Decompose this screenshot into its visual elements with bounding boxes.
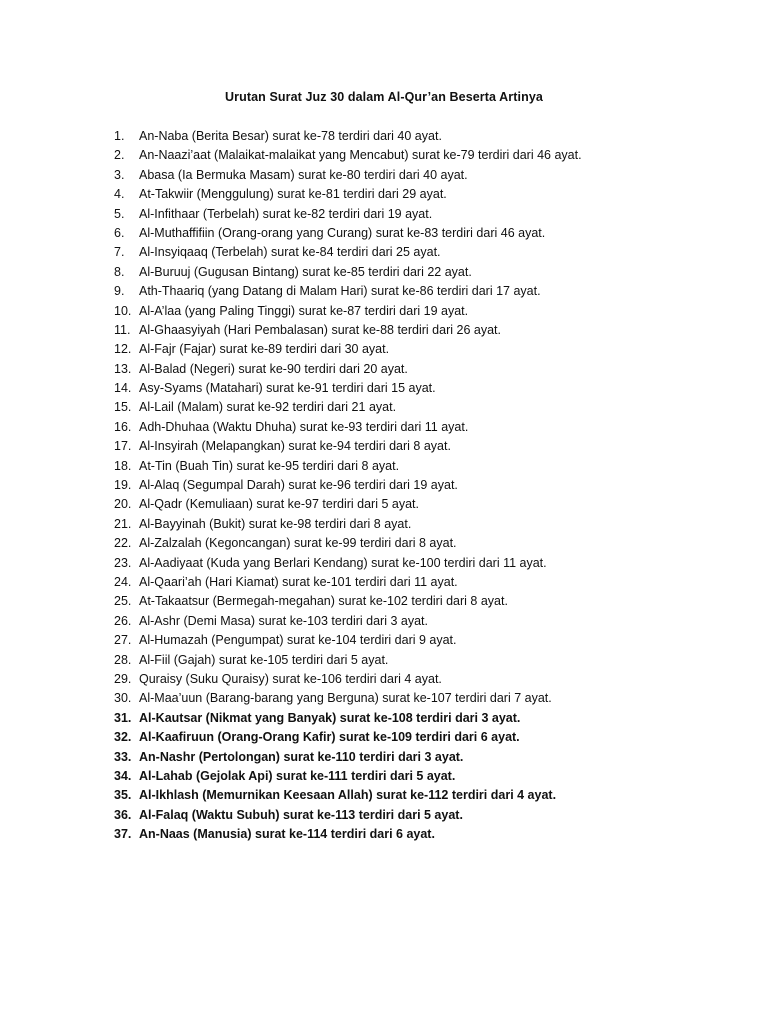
list-item-number: 22.: [114, 536, 132, 551]
list-item: [114, 127, 582, 146]
list-item: [114, 398, 582, 417]
list-item-number: 34.: [114, 768, 132, 783]
list-item-text: Al-Fajr (Fajar) surat ke-89 terdiri dari 30 ayat.: [139, 342, 390, 357]
list-item: [114, 166, 582, 185]
list-item: [114, 534, 582, 553]
list-item-text: Al-Qaari’ah (Hari Kiamat) surat ke-101 terdiri dari 11 ayat.: [139, 574, 458, 589]
list-item: [114, 185, 582, 204]
list-item: [114, 612, 582, 631]
list-item: [114, 418, 582, 437]
list-item-number: 14.: [114, 381, 132, 396]
list-item-text: Al-Kautsar (Nikmat yang Banyak) surat ke-108 terdiri dari 3 ayat.: [139, 710, 521, 725]
list-item-text: Al-Infithaar (Terbelah) surat ke-82 terdiri dari 19 ayat.: [139, 206, 433, 221]
list-item: [114, 360, 582, 379]
list-item: [114, 748, 582, 767]
list-item-text: Adh-Dhuhaa (Waktu Dhuha) surat ke-93 terdiri dari 11 ayat.: [139, 419, 469, 434]
list-item-text: At-Takaatsur (Bermegah-megahan) surat ke-102 terdiri dari 8 ayat.: [139, 594, 508, 609]
list-item: [114, 689, 582, 708]
surah-list: [114, 127, 582, 844]
list-item-number: 17.: [114, 439, 132, 454]
list-item: [114, 670, 582, 689]
list-item-text: Al-Aadiyaat (Kuda yang Berlari Kendang) surat ke-100 terdiri dari 11 ayat.: [139, 555, 547, 570]
list-item: [114, 263, 582, 282]
list-item-text: Al-Kaafiruun (Orang-Orang Kafir) surat ke-109 terdiri dari 6 ayat.: [139, 730, 520, 745]
list-item: [114, 340, 582, 359]
list-item-text: Al-Balad (Negeri) surat ke-90 terdiri dari 20 ayat.: [139, 361, 408, 376]
list-item-text: Al-Alaq (Segumpal Darah) surat ke-96 terdiri dari 19 ayat.: [139, 478, 458, 493]
list-item-number: 6.: [114, 225, 125, 240]
list-item: [114, 224, 582, 243]
document-title: Urutan Surat Juz 30 dalam Al-Qur’an Beserta Artinya: [225, 90, 543, 104]
list-item: [114, 806, 582, 825]
list-item: [114, 515, 582, 534]
list-item-text: An-Naazi’aat (Malaikat-malaikat yang Mencabut) surat ke-79 terdiri dari 46 ayat.: [139, 148, 582, 163]
list-item-number: 27.: [114, 633, 132, 648]
list-item-number: 4.: [114, 187, 125, 202]
list-item-text: An-Nashr (Pertolongan) surat ke-110 terdiri dari 3 ayat.: [139, 749, 464, 764]
list-item: [114, 825, 582, 844]
list-item-text: Al-Ashr (Demi Masa) surat ke-103 terdiri dari 3 ayat.: [139, 613, 428, 628]
list-item-text: Al-Insyirah (Melapangkan) surat ke-94 terdiri dari 8 ayat.: [139, 439, 451, 454]
list-item-number: 23.: [114, 555, 132, 570]
list-item: [114, 146, 582, 165]
list-item: [114, 282, 582, 301]
list-item-number: 24.: [114, 574, 132, 589]
list-item-number: 28.: [114, 652, 132, 667]
list-item: [114, 728, 582, 747]
list-item-text: Ath-Thaariq (yang Datang di Malam Hari) surat ke-86 terdiri dari 17 ayat.: [139, 284, 541, 299]
list-item-number: 20.: [114, 497, 132, 512]
list-item-text: Al-Insyiqaaq (Terbelah) surat ke-84 terdiri dari 25 ayat.: [139, 245, 441, 260]
list-item: [114, 631, 582, 650]
list-item-number: 16.: [114, 419, 132, 434]
list-item-number: 10.: [114, 303, 132, 318]
list-item-number: 32.: [114, 730, 132, 745]
list-item-text: At-Tin (Buah Tin) surat ke-95 terdiri dari 8 ayat.: [139, 458, 400, 473]
list-item-number: 3.: [114, 167, 125, 182]
list-item-number: 36.: [114, 807, 132, 822]
list-item-number: 31.: [114, 710, 132, 725]
list-item: [114, 767, 582, 786]
list-item-text: Al-Zalzalah (Kegoncangan) surat ke-99 terdiri dari 8 ayat.: [139, 536, 457, 551]
list-item-number: 33.: [114, 749, 132, 764]
list-item-text: An-Naba (Berita Besar) surat ke-78 terdiri dari 40 ayat.: [139, 129, 442, 143]
list-item-text: Asy-Syams (Matahari) surat ke-91 terdiri dari 15 ayat.: [139, 381, 436, 396]
list-item-text: Quraisy (Suku Quraisy) surat ke-106 terdiri dari 4 ayat.: [139, 671, 442, 686]
list-item-number: 18.: [114, 458, 132, 473]
list-item-text: Al-Bayyinah (Bukit) surat ke-98 terdiri dari 8 ayat.: [139, 516, 412, 531]
list-item: [114, 476, 582, 495]
list-item-number: 13.: [114, 361, 132, 376]
list-item-number: 5.: [114, 206, 125, 221]
list-item: [114, 592, 582, 611]
list-item-text: Al-Qadr (Kemuliaan) surat ke-97 terdiri dari 5 ayat.: [139, 497, 419, 512]
list-item: [114, 379, 582, 398]
list-item-text: Abasa (Ia Bermuka Masam) surat ke-80 terdiri dari 40 ayat.: [139, 167, 468, 182]
list-item-text: Al-Falaq (Waktu Subuh) surat ke-113 terdiri dari 5 ayat.: [139, 807, 463, 822]
list-item: [114, 495, 582, 514]
list-item-number: 30.: [114, 691, 132, 706]
list-item-number: 15.: [114, 400, 132, 415]
list-item: [114, 243, 582, 262]
list-item-text: Al-Fiil (Gajah) surat ke-105 terdiri dari 5 ayat.: [139, 652, 389, 667]
list-item-text: An-Naas (Manusia) surat ke-114 terdiri dari 6 ayat.: [139, 827, 435, 842]
list-item-number: 9.: [114, 284, 125, 299]
list-item-number: 29.: [114, 671, 132, 686]
list-item-text: Al-Humazah (Pengumpat) surat ke-104 terdiri dari 9 ayat.: [139, 633, 457, 648]
list-item-number: 35.: [114, 788, 132, 803]
list-item: [114, 302, 582, 321]
list-item-text: Al-A’laa (yang Paling Tinggi) surat ke-87 terdiri dari 19 ayat.: [139, 303, 469, 318]
list-item-number: 37.: [114, 827, 132, 842]
list-item-number: 21.: [114, 516, 132, 531]
list-item-number: 8.: [114, 264, 125, 279]
list-item: [114, 709, 582, 728]
list-item-text: Al-Lahab (Gejolak Api) surat ke-111 terdiri dari 5 ayat.: [139, 768, 456, 783]
list-item-text: Al-Buruuj (Gugusan Bintang) surat ke-85 terdiri dari 22 ayat.: [139, 264, 472, 279]
list-item: [114, 651, 582, 670]
list-item: [114, 554, 582, 573]
list-item-text: Al-Ikhlash (Memurnikan Keesaan Allah) surat ke-112 terdiri dari 4 ayat.: [139, 788, 557, 803]
list-item-number: 12.: [114, 342, 132, 357]
list-item-number: 11.: [114, 322, 131, 337]
list-item-number: 26.: [114, 613, 132, 628]
list-item-number: 2.: [114, 148, 125, 163]
list-item: [114, 573, 582, 592]
list-item-number: 7.: [114, 245, 125, 260]
list-item-text: Al-Ghaasyiyah (Hari Pembalasan) surat ke-88 terdiri dari 26 ayat.: [139, 322, 501, 337]
list-item-text: At-Takwiir (Menggulung) surat ke-81 terdiri dari 29 ayat.: [139, 187, 447, 202]
list-item-number: 25.: [114, 594, 132, 609]
list-item-text: Al-Lail (Malam) surat ke-92 terdiri dari 21 ayat.: [139, 400, 397, 415]
list-item-text: Al-Muthaffifiin (Orang-orang yang Curang) surat ke-83 terdiri dari 46 ayat.: [139, 225, 546, 240]
list-item: [114, 437, 582, 456]
list-item: [114, 457, 582, 476]
list-item: [114, 321, 582, 340]
list-item-number: 1.: [114, 129, 125, 143]
list-item: [114, 205, 582, 224]
list-item: [114, 786, 582, 805]
list-item-text: Al-Maa’uun (Barang-barang yang Berguna) surat ke-107 terdiri dari 7 ayat.: [139, 691, 552, 706]
list-item-number: 19.: [114, 478, 132, 493]
